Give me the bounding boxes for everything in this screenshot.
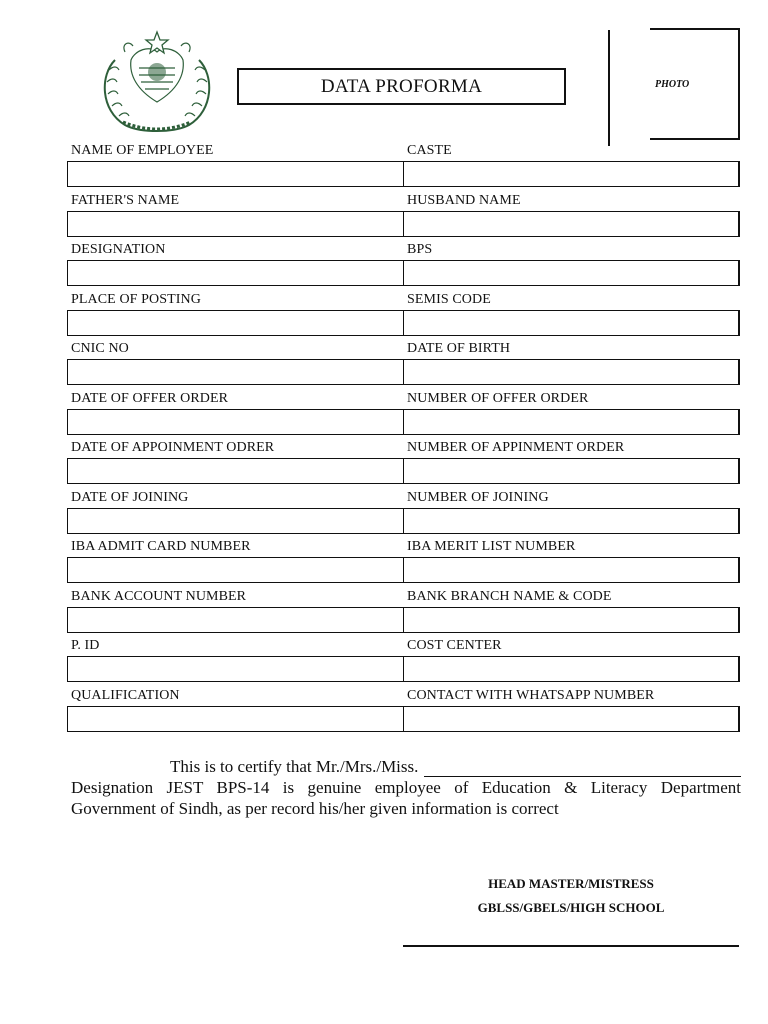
field-label: DATE OF JOINING: [71, 489, 189, 505]
certification-statement: [71, 756, 741, 819]
page-title: DATA PROFORMA: [237, 68, 566, 105]
contact-whatsapp-number-field[interactable]: [403, 706, 740, 732]
field-label: IBA MERIT LIST NUMBER: [407, 539, 576, 554]
bps-field[interactable]: [403, 260, 740, 286]
date-of-appointment-order-field[interactable]: [67, 458, 404, 484]
signature-block: [404, 876, 738, 916]
field-label: P. ID: [71, 638, 100, 653]
field-label: IBA ADMIT CARD NUMBER: [71, 539, 251, 554]
field-label: HUSBAND NAME: [407, 192, 521, 208]
number-of-appointment-order-field[interactable]: [403, 458, 740, 484]
form-row: [67, 536, 740, 586]
form-row: [67, 487, 740, 537]
bank-account-number-field[interactable]: [67, 607, 404, 633]
form-row: [67, 190, 740, 240]
form-row: [67, 338, 740, 388]
form-row: [67, 685, 740, 735]
field-label: DESIGNATION: [71, 242, 166, 257]
place-of-posting-field[interactable]: [67, 310, 404, 336]
photo-label: PHOTO: [655, 79, 690, 90]
field-label: BPS: [407, 242, 433, 257]
photo-divider: [608, 30, 610, 146]
signatory-title: HEAD MASTER/MISTRESS: [488, 876, 654, 891]
date-of-offer-order-field[interactable]: [67, 409, 404, 435]
date-of-joining-field[interactable]: [67, 508, 404, 534]
designation-field[interactable]: [67, 260, 404, 286]
cnic-no-field[interactable]: [67, 359, 404, 385]
date-of-birth-field[interactable]: [403, 359, 740, 385]
field-label: DATE OF APPOINMENT ODRER: [71, 440, 275, 455]
field-label: FATHER'S NAME: [71, 192, 180, 208]
field-label: CASTE: [407, 143, 452, 158]
signature-line[interactable]: [403, 945, 739, 947]
form-row: [67, 289, 740, 339]
semis-code-field[interactable]: [403, 310, 740, 336]
field-label: BANK ACCOUNT NUMBER: [71, 588, 247, 604]
form-row: [67, 388, 740, 438]
field-label: CONTACT WITH WHATSAPP NUMBER: [407, 687, 655, 703]
field-label: BANK BRANCH NAME & CODE: [407, 588, 612, 604]
iba-admit-card-number-field[interactable]: [67, 557, 404, 583]
certified-name-blank[interactable]: [424, 759, 741, 777]
name-of-employee-field[interactable]: [67, 161, 404, 187]
field-label: DATE OF BIRTH: [407, 341, 511, 356]
field-label: NUMBER OF APPINMENT ORDER: [407, 440, 625, 455]
certification-line-1: [71, 756, 741, 777]
field-label: NAME OF EMPLOYEE: [71, 143, 214, 158]
employee-data-form: [67, 140, 740, 734]
field-label: NUMBER OF JOINING: [407, 489, 549, 505]
number-of-offer-order-field[interactable]: [403, 409, 740, 435]
field-label: DATE OF OFFER ORDER: [71, 390, 229, 406]
form-row: [67, 437, 740, 487]
number-of-joining-field[interactable]: [403, 508, 740, 534]
field-label: SEMIS CODE: [407, 291, 491, 307]
form-row: [67, 586, 740, 636]
bank-branch-name-code-field[interactable]: [403, 607, 740, 633]
photo-placeholder[interactable]: [608, 28, 741, 146]
form-row: [67, 239, 740, 289]
certification-line-3: Government of Sindh, as per record his/her given information is correct: [71, 799, 559, 818]
qualification-field[interactable]: [67, 706, 404, 732]
p-id-field[interactable]: [67, 656, 404, 682]
cost-center-field[interactable]: [403, 656, 740, 682]
iba-merit-list-number-field[interactable]: [403, 557, 740, 583]
form-row: [67, 140, 740, 190]
field-label: QUALIFICATION: [71, 687, 180, 703]
fathers-name-field[interactable]: [67, 211, 404, 237]
field-label: PLACE OF POSTING: [71, 291, 201, 307]
field-label: NUMBER OF OFFER ORDER: [407, 390, 589, 406]
caste-field[interactable]: [403, 161, 740, 187]
husband-name-field[interactable]: [403, 211, 740, 237]
form-row: [67, 635, 740, 685]
certification-text: This is to certify that Mr./Mrs./Miss.: [170, 757, 419, 776]
field-label: COST CENTER: [407, 638, 502, 653]
school-type: GBLSS/GBELS/HIGH SCHOOL: [477, 900, 665, 915]
certification-line-2: Designation JEST BPS-14 is genuine employee of Education & Literacy Department: [71, 778, 741, 797]
field-label: CNIC NO: [71, 341, 129, 356]
sindh-government-emblem-icon: [95, 30, 219, 136]
